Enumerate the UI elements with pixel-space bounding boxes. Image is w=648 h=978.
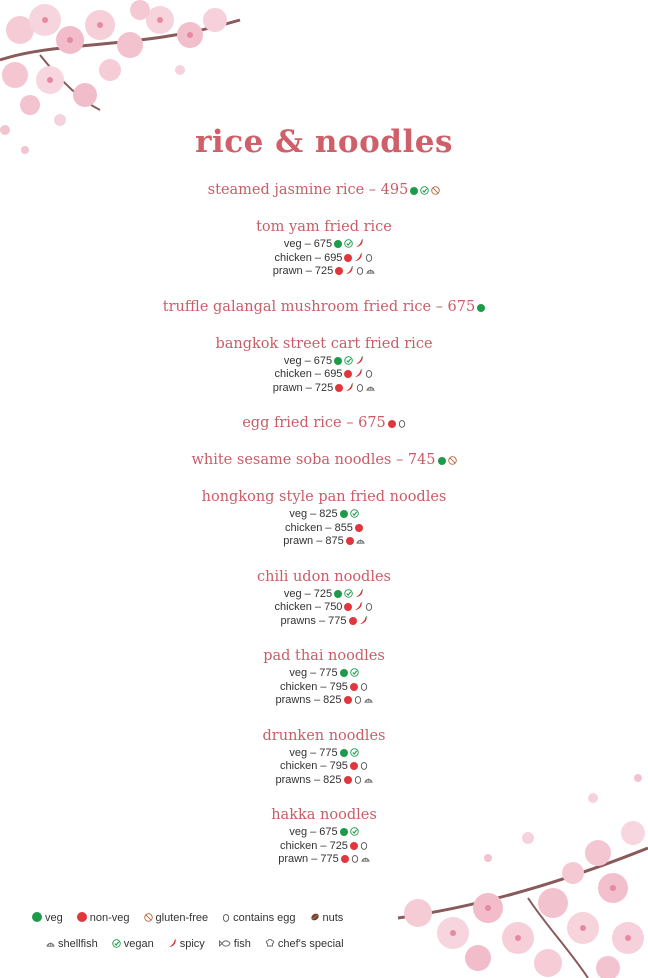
- nonveg-dot: [350, 762, 358, 770]
- dish-name-text: pad thai noodles: [263, 648, 385, 664]
- menu-dish: [0, 567, 648, 629]
- egg-icon: [360, 841, 368, 850]
- nonveg-dot: [349, 617, 357, 625]
- dish-variants: [0, 355, 648, 396]
- dish-name-text: hakka noodles: [271, 807, 377, 823]
- variant-label: veg – 675: [283, 354, 333, 367]
- menu-dish: [0, 805, 648, 867]
- veg-dot: [340, 669, 348, 677]
- menu-dish: [0, 297, 648, 318]
- vegan-icon: [344, 239, 353, 248]
- legend-item: [310, 910, 344, 926]
- nonveg-dot: [344, 370, 352, 378]
- vegan-icon: [112, 939, 121, 948]
- menu-dish: [0, 334, 648, 396]
- nonveg-dot: [341, 855, 349, 863]
- dish-variant: [0, 601, 648, 615]
- legend-label: contains egg: [233, 912, 296, 924]
- egg-icon: [365, 253, 373, 262]
- egg-icon: [360, 761, 368, 770]
- dish-name-text: white sesame soba noodles – 745: [191, 452, 436, 468]
- vegan-icon: [420, 186, 429, 195]
- legend-item: [46, 936, 98, 952]
- veg-dot: [334, 240, 342, 248]
- nonveg-dot: [344, 696, 352, 704]
- menu-dish: [0, 646, 648, 708]
- dish-name-text: bangkok street cart fried rice: [215, 335, 433, 352]
- spicy-icon: [345, 383, 354, 392]
- variant-label: prawns – 775: [280, 614, 347, 627]
- variant-label: prawn – 725: [272, 265, 334, 277]
- nonveg-dot: [335, 384, 343, 392]
- legend-label: fish: [233, 938, 251, 950]
- legend-item: [265, 936, 344, 952]
- dish-variant: [0, 694, 648, 708]
- variant-label: chicken – 795: [280, 760, 348, 772]
- vegan-icon: [344, 589, 353, 598]
- legend-label: vegan: [123, 938, 154, 950]
- dish-variant: [0, 522, 648, 536]
- variant-label: chicken – 725: [280, 839, 348, 852]
- legend-label: spicy: [179, 938, 205, 950]
- dish-variants: [0, 667, 648, 708]
- menu-list: [0, 180, 648, 867]
- menu-dish: [0, 180, 648, 201]
- variant-label: veg – 775: [289, 667, 338, 679]
- veg-dot: [438, 457, 446, 465]
- variant-label: prawn – 875: [283, 535, 344, 547]
- page-title: rice & noodles: [195, 124, 453, 160]
- dish-name: [0, 217, 648, 238]
- dish-name: [0, 487, 648, 508]
- veg-dot: [32, 912, 42, 922]
- chefs-special-icon: [265, 938, 275, 948]
- variant-label: chicken – 750: [274, 601, 343, 613]
- dish-name: [0, 413, 648, 434]
- egg-icon: [360, 682, 368, 691]
- dish-variant: [0, 760, 648, 774]
- variant-label: prawn – 725: [272, 381, 334, 394]
- nonveg-dot: [350, 842, 358, 850]
- dish-name: [0, 297, 648, 318]
- fish-icon: [219, 939, 231, 948]
- nonveg-dot: [344, 254, 352, 262]
- shellfish-icon: [364, 695, 373, 704]
- dish-variants: [0, 588, 648, 629]
- dish-variant: [0, 355, 648, 369]
- spicy-icon: [168, 939, 177, 948]
- veg-dot: [340, 749, 348, 757]
- legend-item: [112, 936, 154, 952]
- legend-label: non-veg: [89, 912, 130, 924]
- egg-icon: [351, 854, 359, 863]
- spicy-icon: [354, 602, 363, 611]
- egg-icon: [222, 913, 230, 922]
- legend-row-2: [46, 936, 432, 956]
- gluten-free-icon: [144, 913, 153, 922]
- dish-variant: [0, 840, 648, 854]
- spicy-icon: [345, 266, 354, 275]
- dish-variant: [0, 588, 648, 602]
- egg-icon: [356, 266, 364, 275]
- veg-dot: [334, 590, 342, 598]
- nonveg-dot: [346, 537, 354, 545]
- dish-name-text: hongkong style pan fried noodles: [201, 489, 447, 505]
- dish-name-text: steamed jasmine rice – 495: [207, 182, 409, 198]
- spicy-icon: [355, 589, 364, 598]
- egg-icon: [365, 369, 373, 378]
- dish-variant: [0, 508, 648, 522]
- shellfish-icon: [364, 775, 373, 784]
- gluten-free-icon: [448, 456, 457, 465]
- variant-label: chicken – 855: [285, 521, 353, 534]
- variant-label: prawns – 825: [275, 694, 342, 706]
- legend-label: shellfish: [58, 938, 98, 950]
- legend-item: [168, 936, 205, 952]
- dish-variant: [0, 382, 648, 396]
- dish-name: [0, 726, 648, 747]
- variant-label: prawns – 825: [275, 773, 342, 786]
- variant-label: chicken – 695: [274, 368, 343, 380]
- legend-label: chef's special: [277, 938, 344, 950]
- dish-name-text: drunken noodles: [262, 727, 386, 744]
- menu-dish: [0, 726, 648, 788]
- nonveg-dot: [355, 524, 363, 532]
- dish-variant: [0, 368, 648, 382]
- variant-label: veg – 675: [283, 238, 333, 250]
- veg-dot: [334, 357, 342, 365]
- dish-name-text: egg fried rice – 675: [242, 415, 386, 431]
- dish-name-text: truffle galangal mushroom fried rice – 675: [162, 298, 476, 315]
- variant-label: chicken – 795: [280, 680, 348, 693]
- legend-item: [222, 910, 295, 926]
- dish-variants: [0, 508, 648, 549]
- menu-dish: [0, 217, 648, 279]
- dish-name: [0, 646, 648, 667]
- legend: [32, 910, 432, 956]
- dish-variant: [0, 535, 648, 549]
- dish-name-text: tom yam fried rice: [256, 219, 392, 235]
- nonveg-dot: [350, 683, 358, 691]
- menu-dish: [0, 450, 648, 471]
- dish-variant: [0, 826, 648, 840]
- veg-dot: [410, 187, 418, 195]
- variant-label: veg – 825: [289, 508, 338, 520]
- dish-variant: [0, 265, 648, 279]
- legend-item: [219, 936, 251, 952]
- dish-name: [0, 567, 648, 588]
- veg-dot: [340, 510, 348, 518]
- variant-label: veg – 775: [289, 746, 338, 759]
- dish-variants: [0, 826, 648, 867]
- dish-name-text: chili udon noodles: [256, 568, 392, 585]
- dish-variants: [0, 747, 648, 788]
- dish-variant: [0, 615, 648, 629]
- dish-name: [0, 180, 648, 201]
- variant-label: veg – 725: [283, 587, 333, 600]
- egg-icon: [398, 419, 406, 428]
- spicy-icon: [359, 616, 368, 625]
- dish-variant: [0, 252, 648, 266]
- dish-variant: [0, 238, 648, 252]
- legend-row-1: [32, 910, 432, 930]
- egg-icon: [354, 775, 362, 784]
- spicy-icon: [354, 369, 363, 378]
- shellfish-icon: [361, 854, 370, 863]
- legend-label: nuts: [322, 912, 344, 924]
- menu-dish: [0, 413, 648, 434]
- nonveg-dot: [388, 420, 396, 428]
- spicy-icon: [354, 253, 363, 262]
- gluten-free-icon: [431, 186, 440, 195]
- dish-variant: [0, 747, 648, 761]
- shellfish-icon: [366, 266, 375, 275]
- dish-variant: [0, 853, 648, 867]
- legend-label: veg: [45, 912, 63, 924]
- shellfish-icon: [356, 536, 365, 545]
- dish-variant: [0, 681, 648, 695]
- legend-item: [77, 910, 130, 926]
- vegan-icon: [350, 668, 359, 677]
- nonveg-dot: [344, 776, 352, 784]
- dish-name: [0, 450, 648, 471]
- dish-name: [0, 334, 648, 355]
- vegan-icon: [344, 356, 353, 365]
- vegan-icon: [350, 748, 359, 757]
- variant-label: prawn – 775: [278, 853, 339, 865]
- dish-variants: [0, 238, 648, 279]
- spicy-icon: [355, 239, 364, 248]
- nonveg-dot: [344, 603, 352, 611]
- legend-item: [32, 910, 63, 926]
- egg-icon: [354, 695, 362, 704]
- variant-label: veg – 675: [289, 826, 338, 838]
- variant-label: chicken – 695: [274, 251, 343, 264]
- veg-dot: [340, 828, 348, 836]
- egg-icon: [356, 383, 364, 392]
- nonveg-dot: [77, 912, 87, 922]
- dish-variant: [0, 667, 648, 681]
- vegan-icon: [350, 509, 359, 518]
- legend-label: gluten-free: [155, 912, 209, 924]
- egg-icon: [365, 602, 373, 611]
- vegan-icon: [350, 827, 359, 836]
- menu-dish: [0, 487, 648, 549]
- nonveg-dot: [335, 267, 343, 275]
- nuts-icon: [310, 912, 320, 922]
- dish-variant: [0, 774, 648, 788]
- legend-item: [144, 910, 209, 926]
- shellfish-icon: [46, 939, 55, 948]
- dish-name: [0, 805, 648, 826]
- shellfish-icon: [366, 383, 375, 392]
- spicy-icon: [355, 356, 364, 365]
- veg-dot: [477, 304, 485, 312]
